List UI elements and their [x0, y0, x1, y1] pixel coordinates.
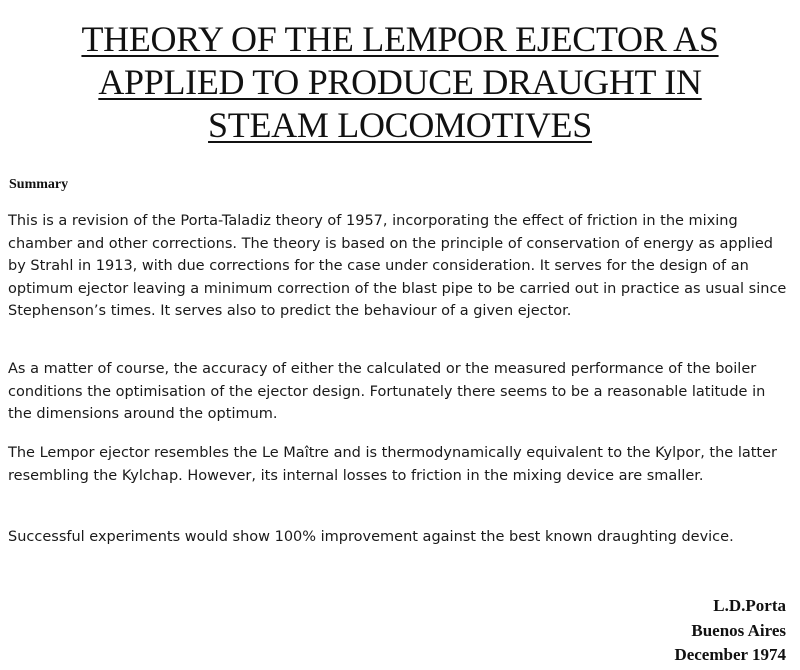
title-line-3: STEAM LOCOMOTIVES: [208, 105, 592, 145]
document-title: [20, 18, 780, 147]
summary-paragraph-4: Successful experiments would show 100% improvement against the best known draughting device.: [8, 529, 734, 545]
summary-paragraph-1: This is a revision of the Porta-Taladiz theory of 1957, incorporating the effect of friction in the mixing chamber and other corrections. The theory is based on the principle of conservation of energy as applied by Strahl in 1913, with due corrections for the case under consideration. It serves for the design of an optimum ejector leaving a minimum correction of the blast pipe to be carried out in practice as usual since Stephenson’s times. It serves also to predict the behaviour of a given ejector.: [8, 213, 787, 319]
signature-date: December 1974: [674, 645, 786, 664]
signature-block: [674, 594, 786, 668]
summary-heading: Summary: [9, 177, 69, 192]
signature-place: Buenos Aires: [691, 620, 786, 640]
title-line-2: APPLIED TO PRODUCE DRAUGHT IN: [98, 62, 702, 102]
signature-author: L.D.Porta: [713, 596, 786, 615]
summary-paragraph-2: As a matter of course, the accuracy of either the calculated or the measured performance of the boiler conditions the optimisation of the ejector design. Fortunately there seems to be a reasonable latitude in the dimensions around the optimum.: [8, 361, 766, 422]
summary-paragraph-3: The Lempor ejector resembles the Le Maître and is thermodynamically equivalent to the Kylpor, the latter resembling the Kylchap. However, its internal losses to friction in the mixing device are smaller.: [8, 445, 777, 484]
title-line-1: THEORY OF THE LEMPOR EJECTOR AS: [81, 19, 719, 59]
